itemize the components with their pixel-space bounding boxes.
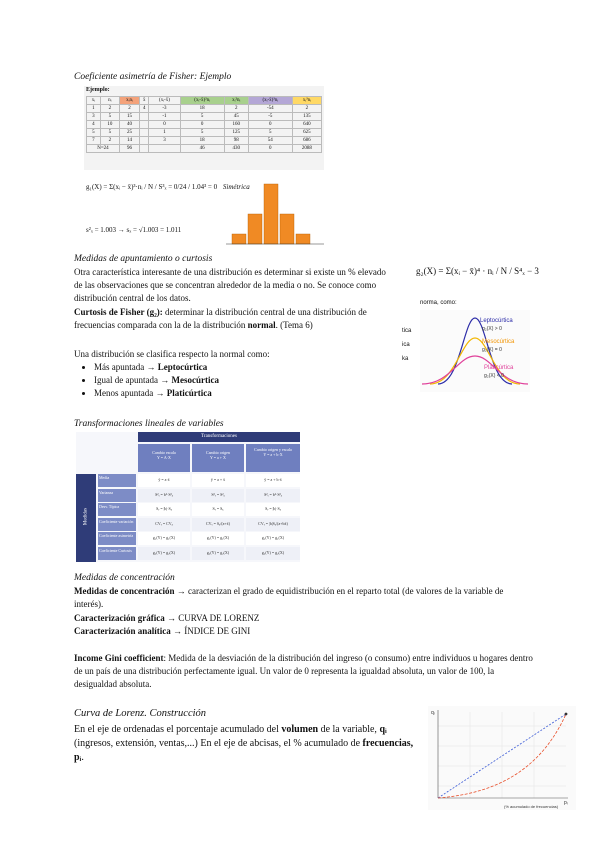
table-cell: 7 bbox=[87, 137, 101, 145]
table-cell: 4 bbox=[87, 121, 101, 129]
table-cell: 5 bbox=[100, 113, 119, 121]
table-cell bbox=[140, 137, 149, 145]
table-row bbox=[87, 129, 322, 137]
lorenz-x-axis-label: pᵢ bbox=[564, 800, 568, 806]
lorenz-endpoint bbox=[565, 713, 568, 716]
formula-g1-text: g₁(X) = Σ(xᵢ − x̄)³·nᵢ / N / S³ₓ = 0/24 / 1.04³ = 0 bbox=[86, 183, 218, 191]
table-cell: 15 bbox=[119, 113, 139, 121]
transform-cell: CVᵧ = Sₓ/(a+x̄) bbox=[192, 518, 244, 531]
table-cell: -1 bbox=[149, 113, 180, 121]
totals-row bbox=[87, 145, 322, 153]
meso-label: Mesocúrtica bbox=[482, 339, 515, 345]
table-cell: 40 bbox=[119, 121, 139, 129]
caract-grafica-bold: Caracterización gráfica bbox=[74, 613, 165, 623]
concentracion-def-bold: Medidas de concentración bbox=[74, 586, 175, 596]
list-item-lepto-bold: Leptocúrtica bbox=[157, 362, 208, 372]
col-cambio-escala: Cambio escala Y = A·X bbox=[138, 444, 190, 472]
table-cell bbox=[140, 129, 149, 137]
totals-cell: 430 bbox=[224, 145, 248, 153]
variance-formula: s²ₓ = 1.003 → sₓ = √1.003 = 1.011 bbox=[86, 226, 182, 234]
table-row bbox=[87, 137, 322, 145]
transform-cell: g₁(Y) = g₁(X) bbox=[138, 532, 190, 545]
table-cell: 0 bbox=[248, 121, 292, 129]
lorenz-paragraph bbox=[74, 723, 414, 765]
example-header-cell: nᵢ bbox=[100, 97, 119, 105]
table-cell bbox=[140, 113, 149, 121]
caract-analitica-bold: Caracterización analítica bbox=[74, 626, 171, 636]
totals-cell: 0 bbox=[248, 145, 292, 153]
lorenz-p-a: En el eje de ordenadas el porcentaje acumulado del bbox=[74, 724, 282, 735]
list-item-meso bbox=[94, 374, 219, 387]
lorenz-y-label: qᵢ bbox=[431, 710, 435, 716]
lepto-eq: g₂(X) > 0 bbox=[482, 326, 502, 332]
transform-cell: Sᵧ = |b|·Sₓ bbox=[138, 503, 190, 516]
transform-cell: ȳ = a + x̄ bbox=[192, 474, 244, 487]
lorenz-x-caption: (% acumulado de frecuencias) bbox=[504, 804, 559, 809]
transform-cell: ȳ = a·x̄ bbox=[138, 474, 190, 487]
caract-grafica-rest: → CURVA DE LORENZ bbox=[164, 613, 260, 623]
kurtosis-figure bbox=[420, 310, 530, 392]
gini-bold: Income Gini coefficient bbox=[74, 653, 164, 663]
transform-cell: g₂(Y) = g₂(X) bbox=[138, 547, 190, 560]
table-cell: 1 bbox=[87, 105, 101, 113]
example-header-cell: xᵢnᵢ bbox=[119, 97, 139, 105]
histogram-bar bbox=[280, 214, 294, 244]
transform-cell: S²ᵧ = b²·S²ₓ bbox=[138, 489, 190, 502]
curtosis-paragraph-1: Otra característica interesante de una distribución es determinar si existe un % elevado de las observaciones que se concentran alrededor de la media o no. Se conoce como distribución central de los datos. bbox=[74, 267, 386, 303]
col-origen-escala: Cambio origen y escala Y = a + b·X bbox=[246, 444, 300, 472]
classification-list bbox=[74, 361, 219, 400]
transform-cell: CVᵧ = |b|Sₓ/(a+bx̄) bbox=[246, 518, 300, 531]
lorenz-p-g: . bbox=[81, 752, 84, 763]
caract-analitica-rest: → ÍNDICE DE GINI bbox=[170, 626, 251, 636]
table-cell: 45 bbox=[224, 113, 248, 121]
table-cell: 14 bbox=[119, 137, 139, 145]
table-cell: -5 bbox=[248, 113, 292, 121]
kurtosis-side-label-2: ica bbox=[402, 342, 410, 348]
table-cell: 0 bbox=[180, 121, 224, 129]
totals-cell: 96 bbox=[119, 145, 139, 153]
lorenz-p-e: (ingresos, extensión, ventas,...) En el eje de abcisas, el % acumulado de bbox=[74, 738, 363, 749]
table-cell: 125 bbox=[224, 129, 248, 137]
transform-side-label: Medidas bbox=[83, 507, 89, 526]
plati-eq: g₂(X) < 0 bbox=[484, 373, 504, 379]
example-header-cell: (xᵢ-x̄)³nᵢ bbox=[248, 97, 292, 105]
transform-cell: g₁(Y) = g₁(X) bbox=[192, 532, 244, 545]
curtosis-fisher-label: Curtosis de Fisher (g₂): bbox=[74, 307, 163, 317]
table-cell: 5 bbox=[87, 129, 101, 137]
transform-row-label: Varianza bbox=[98, 489, 136, 502]
table-cell: 2 bbox=[119, 105, 139, 113]
table-cell: 2 bbox=[224, 105, 248, 113]
section-title-transformaciones: Transformaciones lineales de variables bbox=[74, 419, 224, 429]
transform-cell: g₂(Y) = g₂(X) bbox=[246, 547, 300, 560]
table-cell: 1 bbox=[149, 129, 180, 137]
transform-cell: g₂(Y) = g₂(X) bbox=[192, 547, 244, 560]
transform-cell: Sᵧ = |b|·Sₓ bbox=[246, 503, 300, 516]
example-table-box bbox=[84, 86, 324, 170]
table-cell bbox=[140, 121, 149, 129]
table-cell: 18 bbox=[180, 137, 224, 145]
table-cell: 2 bbox=[100, 137, 119, 145]
kurtosis-figure-bg bbox=[420, 310, 530, 392]
totals-cell: 2088 bbox=[292, 145, 321, 153]
section-title-curtosis: Medidas de apuntamiento o curtosis bbox=[74, 254, 213, 264]
plati-label: Platicúrtica bbox=[484, 365, 514, 371]
histogram-bar bbox=[296, 234, 310, 244]
example-label: Ejemplo: bbox=[86, 87, 110, 93]
normal-word: normal bbox=[247, 320, 276, 330]
table-cell: 3 bbox=[87, 113, 101, 121]
lorenz-p-d: qᵢ bbox=[379, 724, 387, 735]
example-header-cell: xᵢ bbox=[87, 97, 101, 105]
gini-paragraph bbox=[74, 652, 534, 691]
concentracion-def bbox=[74, 585, 522, 611]
list-item-plati bbox=[94, 387, 219, 400]
caract-grafica bbox=[74, 612, 259, 625]
classification-intro: Una distribución se clasifica respecto la normal como: bbox=[74, 349, 270, 359]
transform-cell: S²ᵧ = S²ₓ bbox=[192, 489, 244, 502]
totals-cell: 46 bbox=[180, 145, 224, 153]
table-row bbox=[87, 113, 322, 121]
table-cell: 98 bbox=[224, 137, 248, 145]
table-row bbox=[87, 121, 322, 129]
example-table bbox=[86, 96, 322, 153]
section-title-asimetria: Coeficiente asimetría de Fisher: Ejemplo bbox=[74, 72, 232, 82]
section-title-lorenz: Curva de Lorenz. Construcción bbox=[74, 708, 207, 719]
transform-row-label: Coeficiente asimetría bbox=[98, 532, 136, 545]
transform-row-label: Media bbox=[98, 474, 136, 487]
lorenz-p-f: frecuencias, pᵢ bbox=[74, 738, 414, 763]
histogram-bar bbox=[264, 184, 278, 244]
transform-row-label: Desv. Típica bbox=[98, 503, 136, 516]
gini-rest: : Medida de la desviación de la distribución del ingreso (o consumo) entre individuos u hogares dentro de un país de una distribución perfectamente igual. Un valor de 0 representa la igualdad absoluta, un valor de 100, la desigualdad absoluta. bbox=[74, 653, 533, 689]
table-cell: 135 bbox=[292, 113, 321, 121]
list-item-plati-bold: Platicúrtica bbox=[166, 388, 212, 398]
histogram bbox=[226, 180, 324, 246]
histogram-bar bbox=[232, 234, 246, 244]
kurtosis-side-label-1: tica bbox=[402, 328, 412, 334]
table-cell: 54 bbox=[248, 137, 292, 145]
meso-eq: g₂(X) = 0 bbox=[482, 347, 502, 353]
histogram-bar bbox=[248, 214, 262, 244]
transform-cell: CVᵧ = CVₓ bbox=[138, 518, 190, 531]
example-header-cell: (xᵢ-x̄) bbox=[149, 97, 180, 105]
kurtosis-side-label-3: ka bbox=[402, 356, 409, 362]
transform-cell: ȳ = a + b·x̄ bbox=[246, 474, 300, 487]
list-item-meso-bold: Mesocúrtica bbox=[171, 375, 219, 385]
list-item-plati-pre: Menos apuntada → bbox=[94, 388, 167, 398]
table-cell: 625 bbox=[292, 129, 321, 137]
table-cell: 2 bbox=[100, 105, 119, 113]
table-cell: 0 bbox=[149, 121, 180, 129]
totals-cell bbox=[149, 145, 180, 153]
table-cell: 160 bbox=[224, 121, 248, 129]
table-cell: 2 bbox=[292, 105, 321, 113]
transform-row-label: Coeficiente variación bbox=[98, 518, 136, 531]
table-cell: 686 bbox=[292, 137, 321, 145]
kurtosis-formula: g₂(X) = Σ(xᵢ − x̄)⁴ · nᵢ / N / S⁴ₓ − 3 bbox=[416, 266, 539, 276]
example-header-cell: (xᵢ-x̄)²nᵢ bbox=[180, 97, 224, 105]
curtosis-paragraph-2 bbox=[74, 306, 392, 332]
transform-cell: g₁(Y) = g₁(X) bbox=[246, 532, 300, 545]
col-cambio-origen: Cambio origen Y = a + X bbox=[192, 444, 244, 472]
tema-ref: . (Tema 6) bbox=[275, 320, 313, 330]
transform-table bbox=[76, 432, 300, 562]
table-cell: -3 bbox=[149, 105, 180, 113]
example-header-cell: x̄ bbox=[140, 97, 149, 105]
table-cell: 5 bbox=[180, 129, 224, 137]
transform-row-label: Coeficiente Curtosis bbox=[98, 547, 136, 560]
table-row bbox=[87, 105, 322, 113]
table-cell: 5 bbox=[100, 129, 119, 137]
concentracion-def-rest: → caracterizan el grado de equidistribución en el reparto total (de valores de la variable de interés). bbox=[74, 586, 504, 609]
list-item-lepto-pre: Más apuntada → bbox=[94, 362, 158, 372]
table-cell: 3 bbox=[149, 137, 180, 145]
curtosis-def: determinar la distribución central de una distribución de frecuencias comparada con la de la distribución bbox=[74, 307, 367, 330]
list-item-meso-pre: Igual de apuntada → bbox=[94, 375, 172, 385]
kurtosis-top-label: norma, como: bbox=[420, 300, 457, 306]
list-item-lepto bbox=[94, 361, 219, 374]
table-cell: 640 bbox=[292, 121, 321, 129]
table-cell: 18 bbox=[180, 105, 224, 113]
example-header-cell: xᵢ³nᵢ bbox=[292, 97, 321, 105]
totals-cell: N=24 bbox=[87, 145, 120, 153]
lorenz-p-c: de la variable, bbox=[318, 724, 380, 735]
caract-analitica bbox=[74, 625, 250, 638]
transform-side-bar bbox=[76, 474, 96, 562]
transform-cell: Sᵧ = Sₓ bbox=[192, 503, 244, 516]
lorenz-p-b: volumen bbox=[281, 724, 319, 735]
table-cell: 4 bbox=[140, 105, 149, 113]
table-cell: 5 bbox=[180, 113, 224, 121]
table-cell: 10 bbox=[100, 121, 119, 129]
section-title-concentracion: Medidas de concentración bbox=[74, 573, 175, 583]
table-cell: 25 bbox=[119, 129, 139, 137]
example-header-cell: xᵢ²nᵢ bbox=[224, 97, 248, 105]
totals-cell bbox=[140, 145, 149, 153]
transform-title: Transformaciones bbox=[138, 432, 300, 442]
table-cell: 5 bbox=[248, 129, 292, 137]
lepto-label: Leptocúrtica bbox=[480, 318, 513, 324]
table-cell: -54 bbox=[248, 105, 292, 113]
formula-g1-label: Simétrica bbox=[222, 183, 250, 191]
lorenz-figure bbox=[428, 706, 576, 810]
transform-cell: S²ᵧ = b²·S²ₓ bbox=[246, 489, 300, 502]
